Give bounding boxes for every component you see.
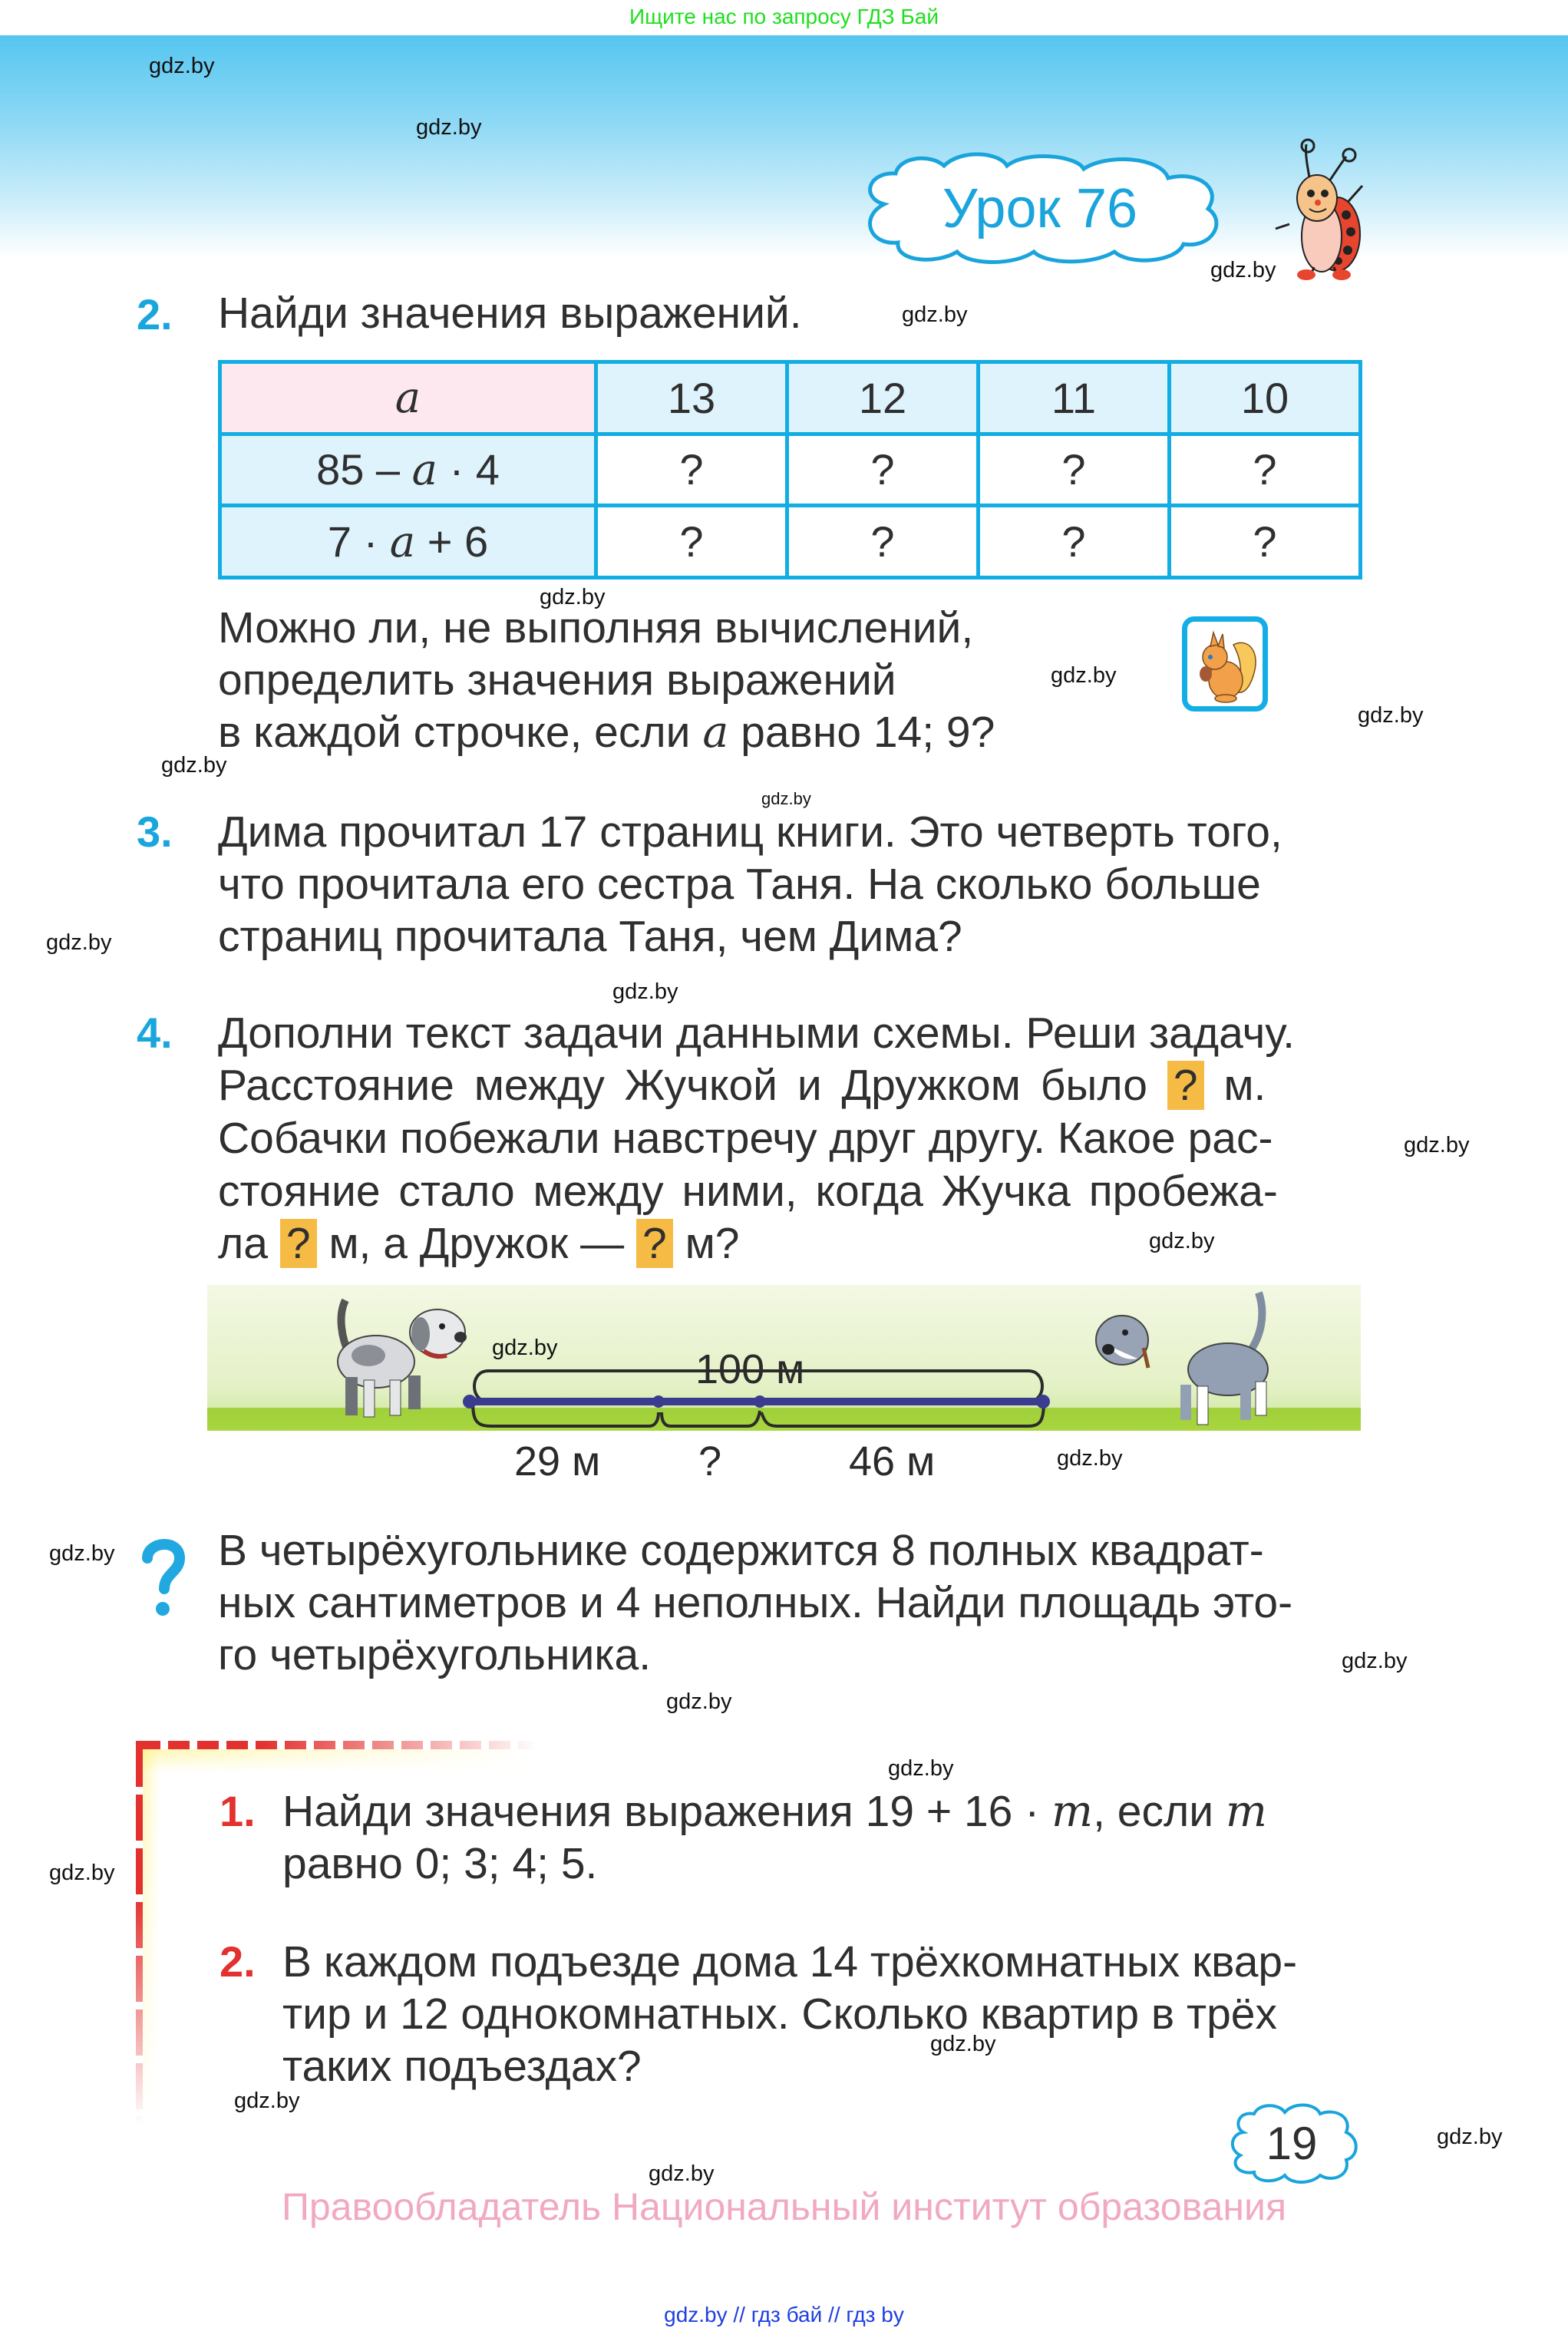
table-cell: ? xyxy=(979,434,1170,506)
task-text: Найди значения выражения 19 + 16 · xyxy=(282,1787,1052,1836)
question-line xyxy=(218,707,995,758)
task-number: 3. xyxy=(137,807,173,856)
table-cell: ? xyxy=(596,434,787,506)
watermark: gdz.by xyxy=(888,1756,954,1781)
search-banner: Ищите нас по запросу ГДЗ Бай xyxy=(629,5,939,28)
variable-a: a xyxy=(702,707,729,758)
table-header-value: 11 xyxy=(979,362,1170,434)
squirrel-icon xyxy=(1187,622,1263,706)
variable-a: a xyxy=(394,373,421,424)
expression-part: 7 · xyxy=(327,517,390,566)
homework-frame-glow xyxy=(139,1749,538,1772)
copyright-notice: Правообладатель Национальный институт образования xyxy=(281,2185,1287,2228)
table-cell: ? xyxy=(596,506,787,578)
watermark: gdz.by xyxy=(1051,663,1117,688)
task-text: м, а Дружок — xyxy=(328,1219,625,1268)
task-text: ла xyxy=(218,1219,268,1268)
variable-m: m xyxy=(1051,1786,1094,1837)
ladybug-icon xyxy=(1266,138,1381,280)
segment-label: ? xyxy=(698,1438,722,1484)
task-text-line xyxy=(282,1786,1267,1837)
placeholder-box: ? xyxy=(636,1219,673,1268)
table-cell: ? xyxy=(1170,434,1361,506)
watermark: gdz.by xyxy=(234,2089,300,2113)
lesson-title: Урок 76 xyxy=(942,178,1138,239)
watermark: gdz.by xyxy=(49,1541,115,1566)
task-text-line xyxy=(218,1218,740,1268)
question-text: равно 14; 9? xyxy=(741,708,995,757)
homework-task-number: 2. xyxy=(220,1937,256,1986)
expression-label xyxy=(220,434,596,506)
table-cell: ? xyxy=(1170,506,1361,578)
homework-frame-top xyxy=(139,1741,538,1749)
task-text-line: го четырёхугольника. xyxy=(218,1630,652,1679)
watermark: gdz.by xyxy=(1149,1229,1215,1253)
task-text-line xyxy=(218,1060,1266,1110)
variable-a: a xyxy=(389,517,416,567)
task-text-line: таких подъездах? xyxy=(282,2042,642,2091)
total-distance-label: 100 м xyxy=(695,1346,805,1392)
question-line: Можно ли, не выполняя вычислений, xyxy=(218,603,974,652)
task-text-line: равно 0; 3; 4; 5. xyxy=(282,1839,598,1888)
watermark: gdz.by xyxy=(612,979,678,1004)
task-text-line: Дополни текст задачи данными схемы. Реши задачу. xyxy=(218,1009,1295,1058)
task-text-line: Дима прочитал 17 страниц книги. Это четверть того, xyxy=(218,807,1282,857)
page-number: 19 xyxy=(1266,2117,1318,2169)
placeholder-box: ? xyxy=(280,1219,317,1268)
dog-druzhok-icon xyxy=(1096,1293,1268,1425)
task-text-line: что прочитала его сестра Таня. На сколько больше xyxy=(218,860,1261,909)
watermark: gdz.by xyxy=(761,789,811,808)
table-cell: ? xyxy=(787,506,979,578)
table-cell: ? xyxy=(979,506,1170,578)
watermark: gdz.by xyxy=(1210,258,1276,282)
homework-frame-left xyxy=(136,1741,143,2125)
placeholder-box: ? xyxy=(1167,1061,1204,1110)
task-text-line: В четырёхугольнике содержится 8 полных квадрат- xyxy=(218,1526,1264,1575)
watermark: gdz.by xyxy=(666,1689,732,1714)
watermark: gdz.by xyxy=(1057,1446,1123,1471)
task-text-line: страниц прочитала Таня, чем Дима? xyxy=(218,912,962,961)
watermark: gdz.by xyxy=(540,585,606,609)
task-text-line: стояние стало между ними, когда Жучка пробежа- xyxy=(218,1167,1278,1216)
watermark: gdz.by xyxy=(161,753,227,778)
task-text-line: В каждом подъезде дома 14 трёхкомнатных квар- xyxy=(282,1937,1298,1986)
question-mark-icon xyxy=(135,1537,189,1621)
watermark: gdz.by xyxy=(149,54,215,78)
table-row xyxy=(220,434,1361,506)
task-text: Расстояние между Жучкой и Дружком было xyxy=(218,1061,1147,1110)
expression-part: · 4 xyxy=(437,444,500,494)
watermark: gdz.by xyxy=(1437,2125,1503,2149)
task-text-line: тир и 12 однокомнатных. Сколько квартир в трёх xyxy=(282,1990,1277,2039)
task-title: Найди значения выражений. xyxy=(218,289,802,338)
table-header-row xyxy=(220,362,1361,434)
question-line: определить значения выражений xyxy=(218,655,896,705)
footer-links[interactable]: gdz.by // гдз бай // гдз by xyxy=(664,2303,904,2326)
watermark: gdz.by xyxy=(416,115,482,140)
expression-part: 85 – xyxy=(316,444,412,494)
task-text: м. xyxy=(1223,1061,1266,1110)
watermark: gdz.by xyxy=(49,1861,115,1885)
watermark: gdz.by xyxy=(1342,1649,1408,1673)
table-header-variable xyxy=(220,362,596,434)
watermark: gdz.by xyxy=(492,1336,558,1360)
task-number: 2. xyxy=(137,290,173,338)
task-text-line: ных сантиметров и 4 неполных. Найди площадь это- xyxy=(218,1578,1293,1627)
task-text-line: Собачки побежали навстречу друг другу. Какое рас- xyxy=(218,1114,1273,1163)
expression-table xyxy=(218,360,1362,580)
table-header-value: 12 xyxy=(787,362,979,434)
watermark: gdz.by xyxy=(930,2032,996,2056)
squirrel-hint-badge xyxy=(1182,616,1268,712)
watermark: gdz.by xyxy=(902,302,968,327)
variable-m: m xyxy=(1225,1786,1267,1837)
table-header-value: 10 xyxy=(1170,362,1361,434)
expression-part: + 6 xyxy=(415,517,489,566)
homework-frame-glow xyxy=(143,1741,160,2125)
dog-zhuchka-icon xyxy=(338,1300,467,1417)
expression-label xyxy=(220,506,596,578)
table-header-value: 13 xyxy=(596,362,787,434)
segment-brace xyxy=(662,1411,760,1426)
table-cell: ? xyxy=(787,434,979,506)
watermark: gdz.by xyxy=(46,930,112,955)
variable-a: a xyxy=(411,444,438,495)
segment-label: 46 м xyxy=(849,1438,936,1484)
homework-task-number: 1. xyxy=(220,1787,256,1835)
watermark: gdz.by xyxy=(1404,1133,1470,1157)
watermark: gdz.by xyxy=(649,2161,715,2186)
task-number: 4. xyxy=(137,1009,173,1057)
segment-label: 29 м xyxy=(514,1438,601,1484)
task-text: , если xyxy=(1093,1787,1226,1836)
task-text: м? xyxy=(685,1219,740,1268)
table-row xyxy=(220,506,1361,578)
watermark: gdz.by xyxy=(1358,703,1424,728)
question-text: в каждой строчке, если xyxy=(218,708,691,757)
